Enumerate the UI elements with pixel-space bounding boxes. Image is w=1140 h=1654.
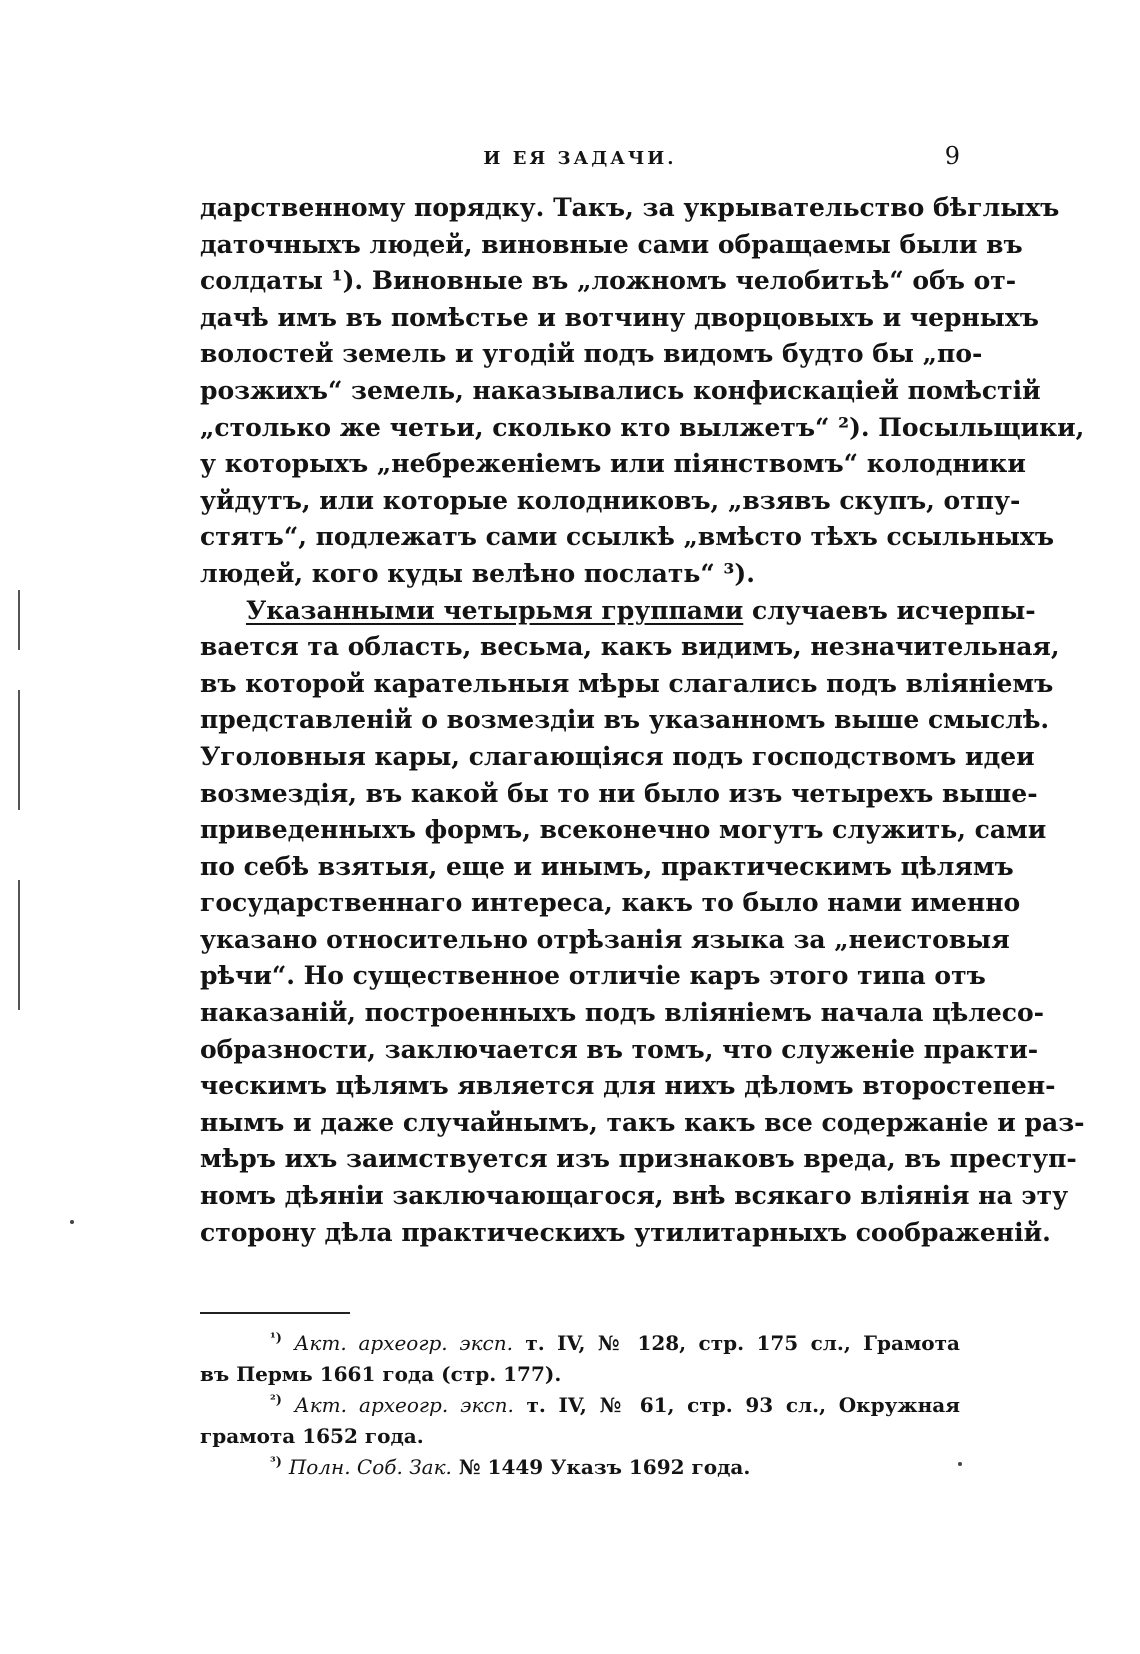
text-line: солдаты ¹). Виновные въ „ложномъ челобитьѣ“ объ от-: [200, 266, 1017, 296]
footnote-3-line-1: [270, 1452, 960, 1483]
text-fragment: случаевъ исчерпы-: [743, 595, 1036, 625]
body-text: [200, 190, 1085, 1251]
text-line: уйдутъ, или которые колодниковъ, „взявъ скупъ, отпу-: [200, 485, 1021, 515]
text-line: у которыхъ „небреженіемъ или піянствомъ“ колодники: [200, 449, 1026, 479]
paragraph-first-line: [200, 593, 1036, 630]
text-line: по себѣ взятыя, еще и инымъ, практическимъ цѣлямъ: [200, 851, 1014, 881]
footnote-text: т. IV, № 128, стр. 175 сл., Грамота: [513, 1331, 961, 1355]
text-line: представленій о возмездіи въ указанномъ выше смыслѣ.: [200, 705, 1050, 735]
footnote-mark: ³): [270, 1455, 282, 1470]
text-line: номъ дѣяніи заключающагося, внѣ всякаго вліянія на эту: [200, 1181, 1069, 1211]
footnote-1-line-2: въ Пермь 1661 года (стр. 177).: [200, 1362, 562, 1386]
footnote-source: Полн. Соб. Зак.: [288, 1455, 452, 1479]
text-line: наказаній, построенныхъ подъ вліяніемъ начала цѣлесо-: [200, 998, 1044, 1028]
text-line: Уголовныя кары, слагающіяся подъ господствомъ идеи: [200, 741, 1035, 771]
text-line: государственнаго интереса, какъ то было нами именно: [200, 888, 1021, 918]
page-number: 9: [944, 142, 960, 170]
text-line: возмездія, въ какой бы то ни было изъ четырехъ выше-: [200, 778, 1038, 808]
text-line: ческимъ цѣлямъ является для нихъ дѣломъ второстепен-: [200, 1071, 1056, 1101]
footnote-1-line-1: [270, 1328, 960, 1359]
footnote-text: т. IV, № 61, стр. 93 сл., Окружная: [513, 1393, 960, 1417]
text-line: стятъ“, подлежатъ сами ссылкѣ „вмѣсто тѣхъ ссыльныхъ: [200, 522, 1055, 552]
footnote-mark: ¹): [270, 1331, 282, 1346]
running-title: И ЕЯ ЗАДАЧИ.: [483, 148, 677, 169]
text-line: указано относительно отрѣзанія языка за „неистовыя: [200, 924, 1010, 954]
text-line: даточныхъ людей, виновные сами обращаемы были въ: [200, 229, 1023, 259]
footnote-mark: ²): [270, 1393, 282, 1408]
margin-scan-mark: [18, 590, 20, 650]
text-line: людей, кого куды велѣно послать“ ³).: [200, 558, 755, 588]
footnote-text: № 1449 Указъ 1692 года.: [451, 1455, 751, 1479]
text-line: мѣръ ихъ заимствуется изъ признаковъ вреда, въ преступ-: [200, 1144, 1077, 1174]
scan-speck: [958, 1462, 962, 1466]
text-line: дачѣ имъ въ помѣстье и вотчину дворцовыхъ и черныхъ: [200, 302, 1039, 332]
margin-scan-mark: [18, 880, 20, 1010]
text-line: нымъ и даже случайнымъ, такъ какъ все содержаніе и раз-: [200, 1107, 1085, 1137]
text-line: въ которой карательныя мѣры слагались подъ вліяніемъ: [200, 668, 1054, 698]
footnote-rule: [200, 1312, 350, 1314]
text-line: рѣчи“. Но существенное отличіе каръ этого типа отъ: [200, 961, 986, 991]
underlined-phrase: Указанными четырьмя группами: [246, 595, 744, 625]
text-line: волостей земель и угодій подъ видомъ будто бы „по-: [200, 339, 983, 369]
text-line: дарственному порядку. Такъ, за укрывательство бѣглыхъ: [200, 193, 1060, 222]
scan-speck: [70, 1220, 74, 1224]
footnote-source: Акт. археогр. эксп.: [294, 1331, 513, 1355]
margin-scan-mark: [18, 690, 20, 810]
text-line: вается та область, весьма, какъ видимъ, незначительная,: [200, 632, 1060, 662]
text-line: образности, заключается въ томъ, что служеніе практи-: [200, 1034, 1039, 1064]
footnote-2-line-1: [270, 1390, 960, 1421]
footnotes: [200, 1328, 961, 1483]
footnote-source: Акт. археогр. эксп.: [294, 1393, 514, 1417]
text-line: розжихъ“ земель, наказывались конфискаціей помѣстій: [200, 375, 1041, 405]
text-line: сторону дѣла практическихъ утилитарныхъ соображеній.: [200, 1217, 1051, 1247]
text-line: приведенныхъ формъ, всеконечно могутъ служить, сами: [200, 815, 1047, 845]
text-line: „столько же четьи, сколько кто вылжетъ“ ²). Посыльщики,: [200, 412, 1085, 442]
running-head: [200, 142, 960, 176]
footnote-2-line-2: грамота 1652 года.: [200, 1424, 424, 1448]
